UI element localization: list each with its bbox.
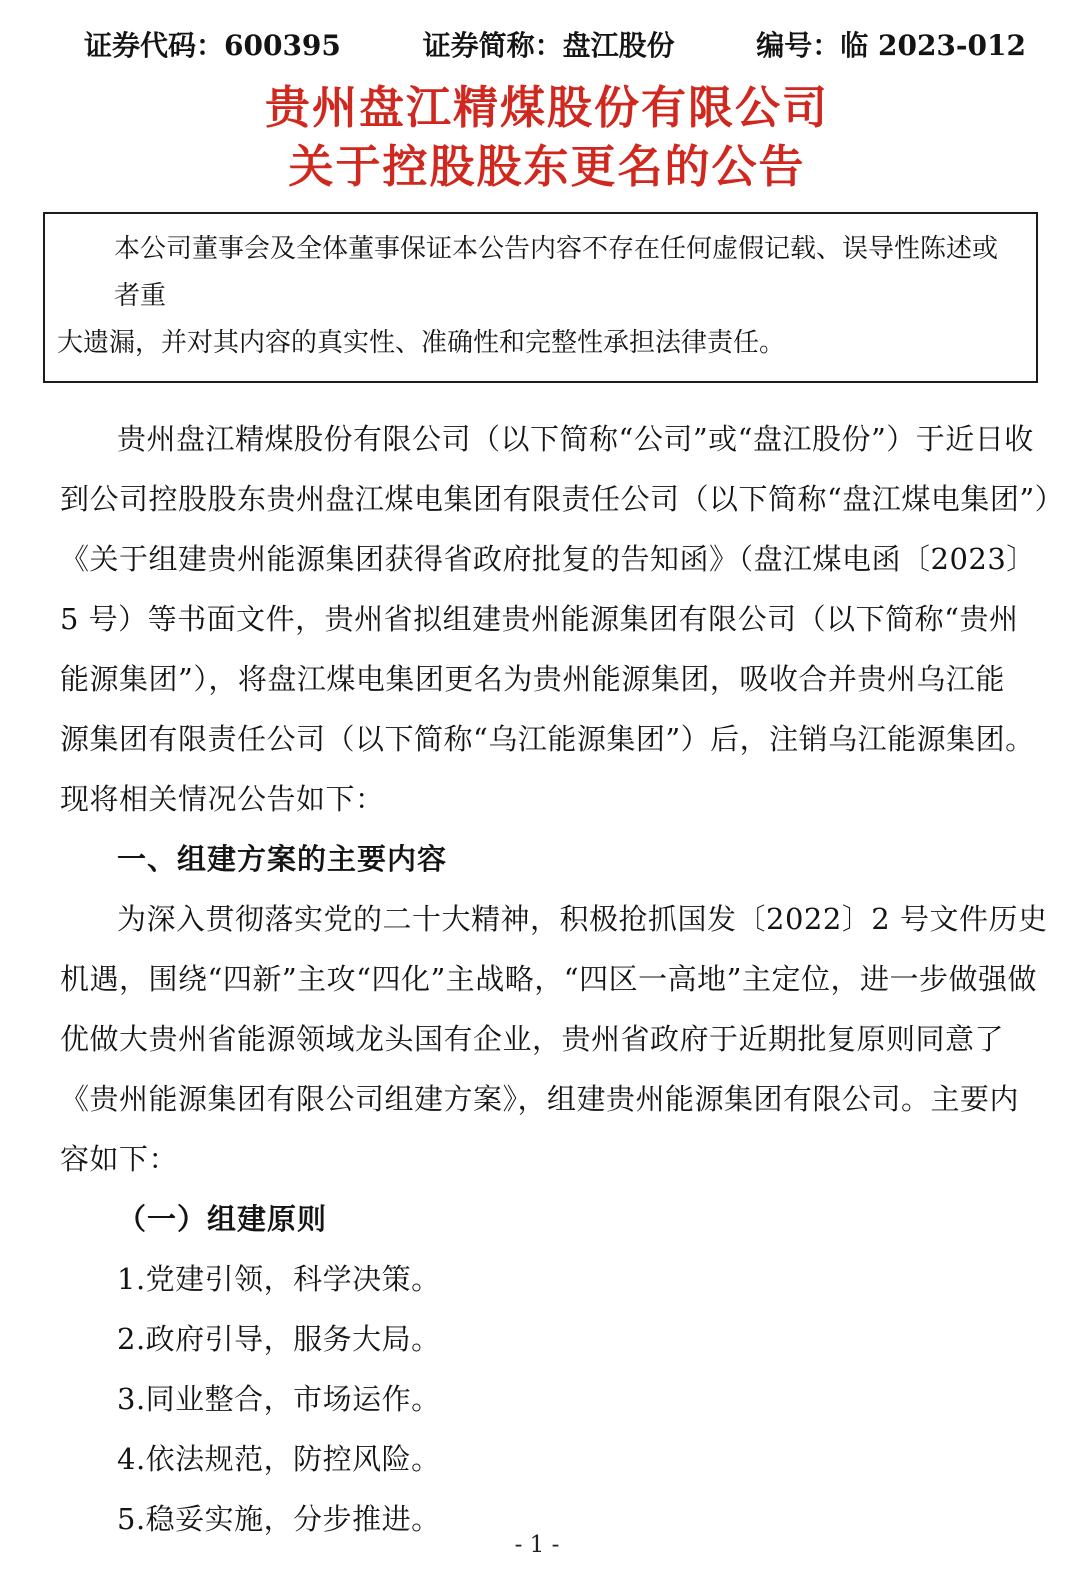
disclaimer-box xyxy=(43,212,1038,383)
paragraph1-line: 现将相关情况公告如下： xyxy=(60,782,385,816)
principle-item: 3.同业整合，市场运作。 xyxy=(117,1382,441,1416)
paragraph1-line: 《关于组建贵州能源集团获得省政府批复的告知函》（盘江煤电函〔2023〕 xyxy=(60,542,1036,576)
disclaimer-line-2: 大遗漏，并对其内容的真实性、准确性和完整性承担法律责任。 xyxy=(57,328,786,358)
subsection-1-heading: （一）组建原则 xyxy=(117,1202,328,1236)
paragraph2-line: 机遇，围绕“四新”主攻“四化”主战略，“四区一高地”主定位，进一步做强做 xyxy=(60,962,1037,996)
stock-code-text: 证券代码：600395 xyxy=(84,29,341,62)
paragraph1-line: 能源集团”），将盘江煤电集团更名为贵州能源集团，吸收合并贵州乌江能 xyxy=(60,662,1005,696)
paragraph1-line: 贵州盘江精煤股份有限公司（以下简称“公司”或“盘江股份”）于近日收 xyxy=(117,422,1034,456)
disclaimer-line-1: 本公司董事会及全体董事保证本公告内容不存在任何虚假记载、误导性陈述或者重 xyxy=(114,234,999,311)
paragraph1-line: 到公司控股股东贵州盘江煤电集团有限责任公司（以下简称“盘江煤电集团”） xyxy=(60,482,1065,516)
body-text xyxy=(60,409,1065,1549)
paragraph2-line: 为深入贯彻落实党的二十大精神，积极抢抓国发〔2022〕2 号文件历史 xyxy=(117,902,1048,936)
paragraph1-line: 5 号）等书面文件，贵州省拟组建贵州能源集团有限公司（以下简称“贵州 xyxy=(60,602,1019,636)
announcement-title-line-1: 贵州盘江精煤股份有限公司 xyxy=(264,81,829,134)
section-1-heading: 一、组建方案的主要内容 xyxy=(117,842,448,876)
paragraph2-line: 《贵州能源集团有限公司组建方案》，组建贵州能源集团有限公司。主要内 xyxy=(60,1082,1020,1116)
announcement-title xyxy=(60,78,1034,196)
announcement-title-line-2: 关于控股股东更名的公告 xyxy=(288,140,806,193)
securities-header-row xyxy=(60,26,1034,66)
page-number: - 1 - xyxy=(514,1532,560,1558)
stock-abbr-text: 证券简称：盘江股份 xyxy=(422,29,675,62)
paragraph2-line: 容如下： xyxy=(60,1142,179,1176)
paragraph2-line: 优做大贵州省能源领域龙头国有企业，贵州省政府于近期批复原则同意了 xyxy=(60,1022,1005,1056)
principle-item: 4.依法规范，防控风险。 xyxy=(117,1442,441,1476)
principle-item: 5.稳妥实施，分步推进。 xyxy=(117,1502,441,1536)
notice-number-text: 编号：临 2023-012 xyxy=(756,29,1026,62)
principle-item: 1.党建引领，科学决策。 xyxy=(117,1262,441,1296)
paragraph1-line: 源集团有限责任公司（以下简称“乌江能源集团”）后，注销乌江能源集团。 xyxy=(60,722,1035,756)
principle-item: 2.政府引导，服务大局。 xyxy=(117,1322,441,1356)
